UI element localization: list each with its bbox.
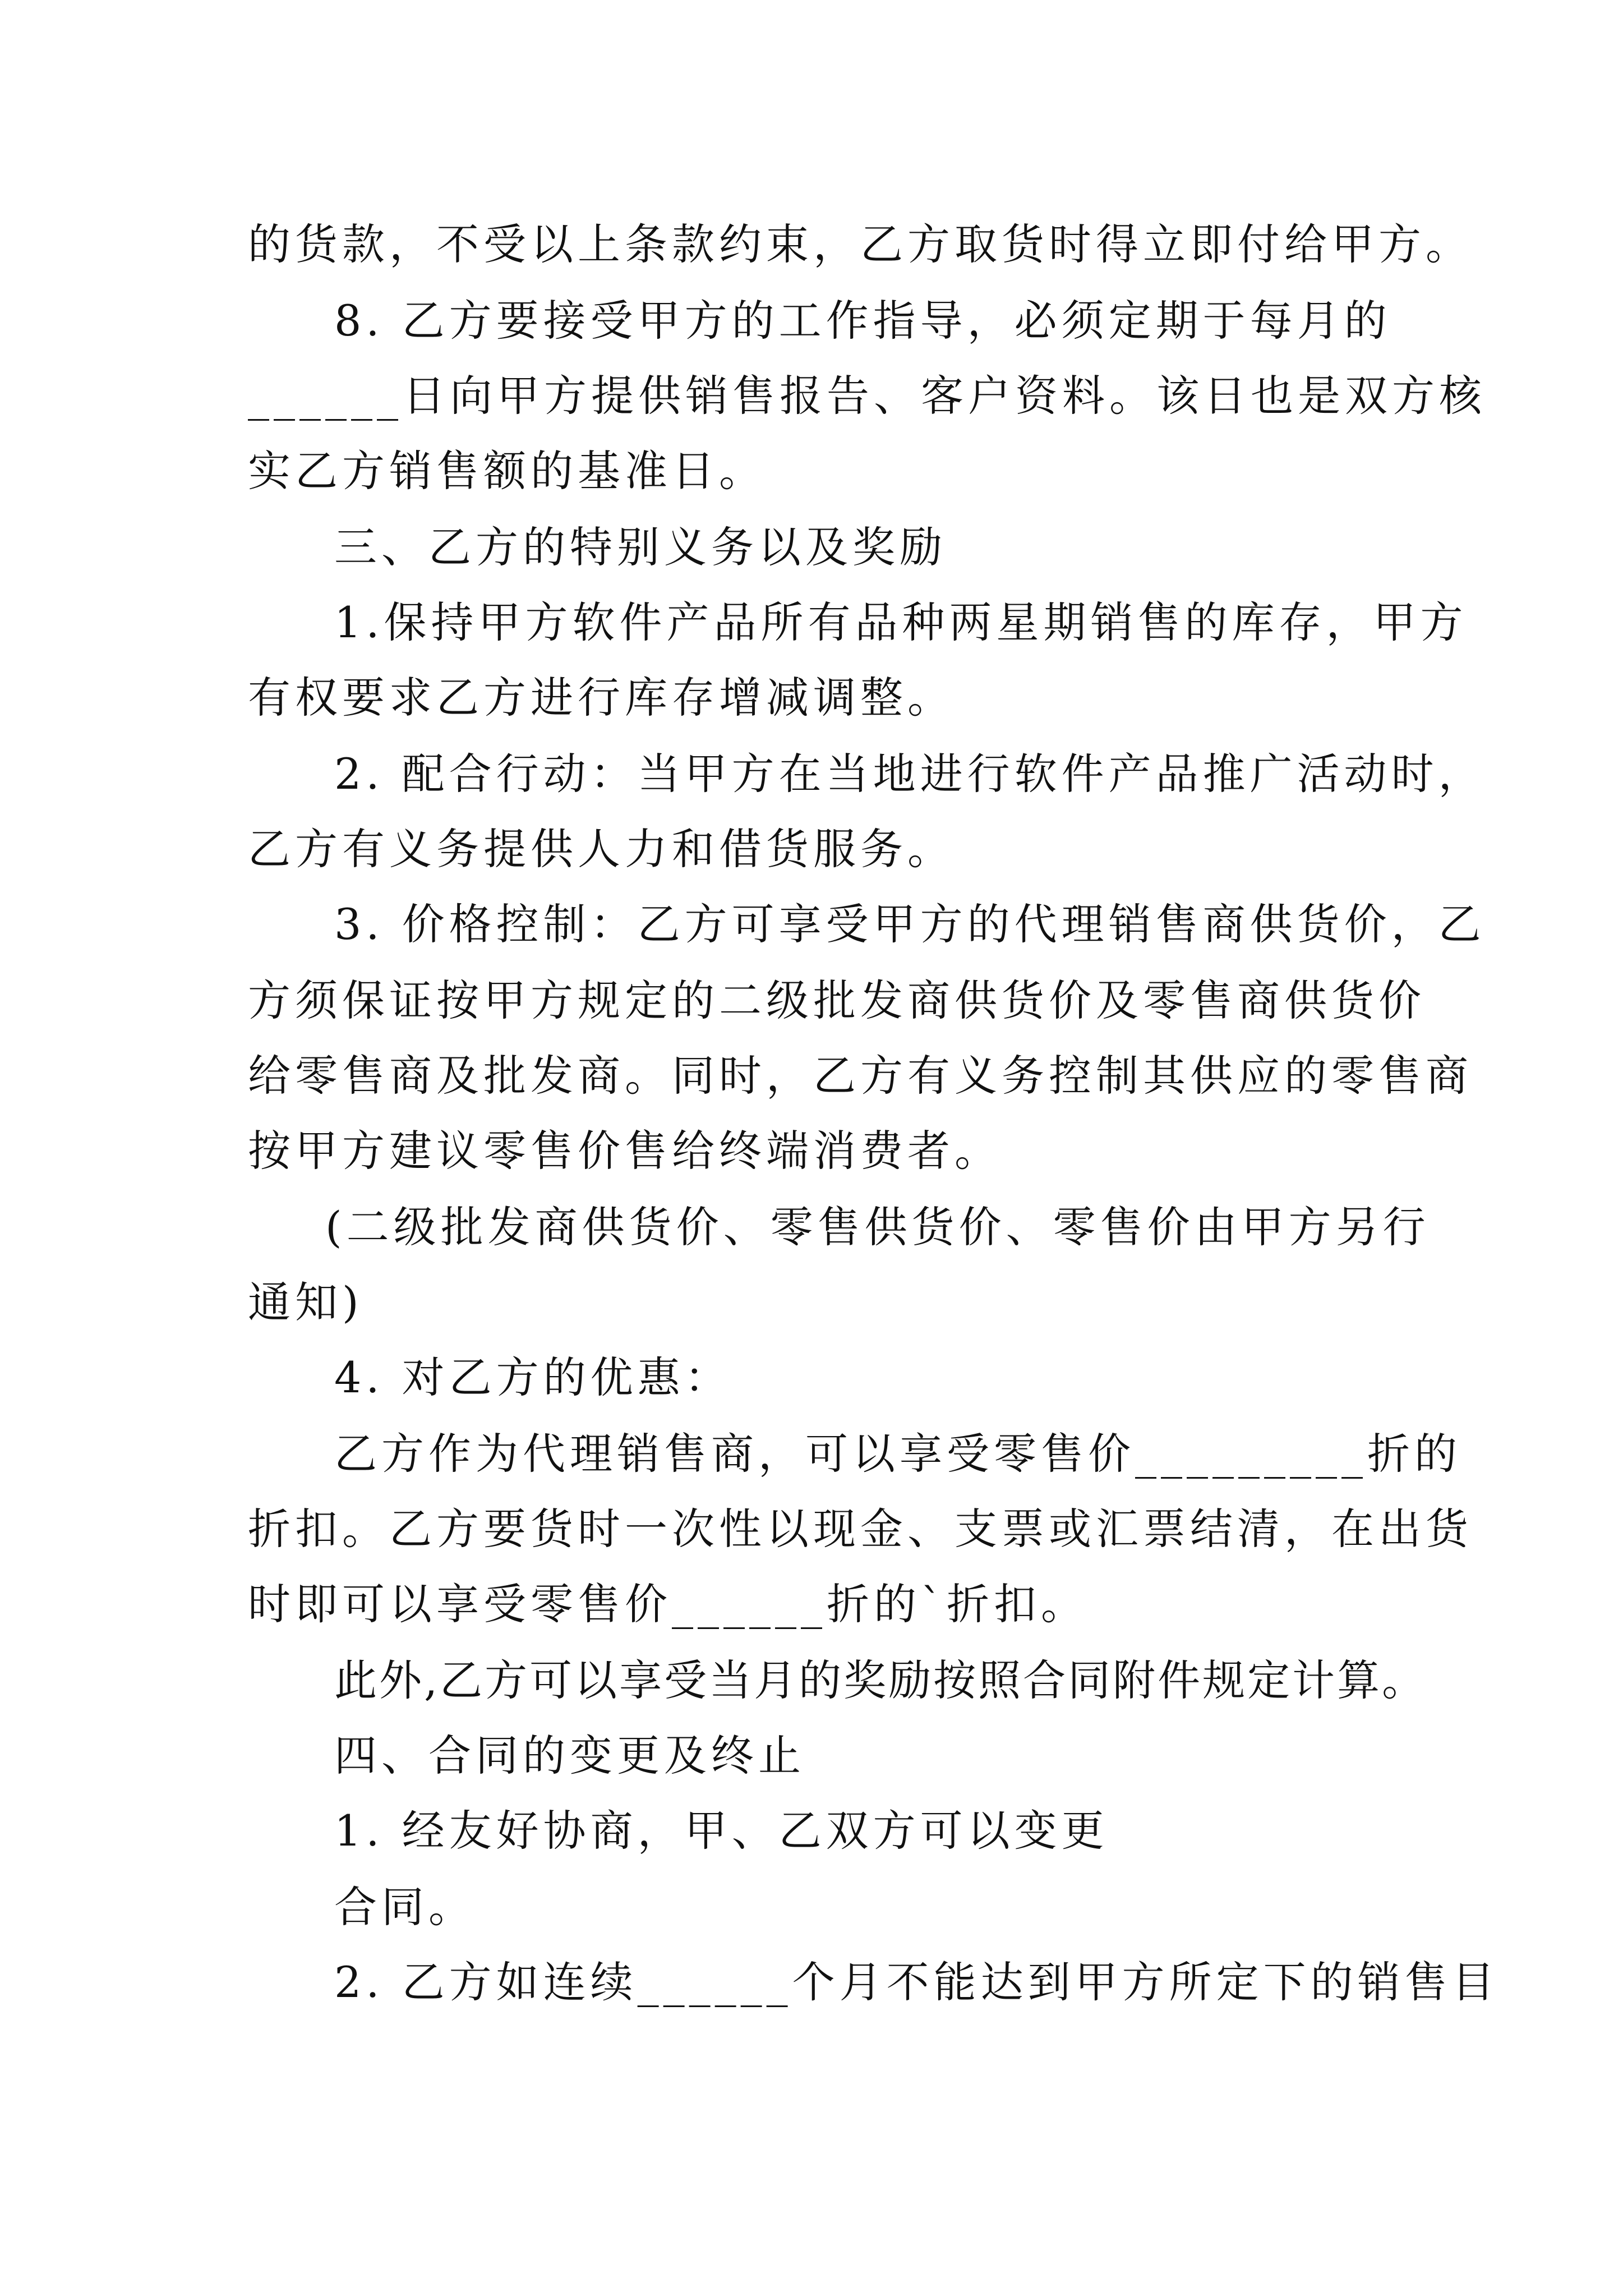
text-line-8: 2. 配合行动：当甲方在当地进行软件产品推广活动时， <box>334 749 1486 799</box>
text-line-13: 按甲方建议零售价售给终端消费者。 <box>248 1126 1002 1176</box>
section-heading-3: 三、乙方的特别义务以及奖励 <box>334 522 947 572</box>
text-line-6: 1.保持甲方软件产品所有品种两星期销售的库存，甲方 <box>334 597 1468 647</box>
text-line-23: 合同。 <box>334 1882 476 1932</box>
text-line-9: 乙方有义务提供人力和借货服务。 <box>248 824 955 874</box>
text-line-4: 实乙方销售额的基准日。 <box>248 446 766 496</box>
text-line-20: 此外,乙方可以享受当月的奖励按照合同附件规定计算。 <box>334 1655 1427 1705</box>
text-line-17: 乙方作为代理销售商，可以享受零售价_________折的 <box>334 1429 1461 1479</box>
text-line-24: 2. 乙方如连续______个月不能达到甲方所定下的销售目 <box>334 1957 1499 2007</box>
section-heading-4: 四、合同的变更及终止 <box>334 1731 805 1780</box>
text-line-3: ______日向甲方提供销售报告、客户资料。该日也是双方核 <box>248 371 1486 421</box>
text-line-7: 有权要求乙方进行库存增减调整。 <box>248 673 955 723</box>
text-line-18: 折扣。乙方要货时一次性以现金、支票或汇票结清，在出货 <box>248 1504 1473 1554</box>
text-line-15: 通知) <box>248 1277 363 1327</box>
text-line-12: 给零售商及批发商。同时，乙方有义务控制其供应的零售商 <box>248 1051 1473 1101</box>
text-line-1: 的货款，不受以上条款约束，乙方取货时得立即付给甲方。 <box>248 219 1473 269</box>
text-line-11: 方须保证按甲方规定的二级批发商供货价及零售商供货价 <box>248 976 1426 1025</box>
text-line-2: 8. 乙方要接受甲方的工作指导，必须定期于每月的 <box>334 296 1391 346</box>
text-line-16: 4. 对乙方的优惠： <box>334 1352 732 1402</box>
text-line-19: 时即可以享受零售价______折的`折扣。 <box>248 1579 1088 1629</box>
text-line-22: 1. 经友好协商，甲、乙双方可以变更 <box>334 1806 1109 1856</box>
text-line-14: (二级批发商供货价、零售供货价、零售价由甲方另行 <box>325 1202 1430 1252</box>
text-line-10: 3. 价格控制：乙方可享受甲方的代理销售商供货价，乙 <box>334 899 1486 949</box>
